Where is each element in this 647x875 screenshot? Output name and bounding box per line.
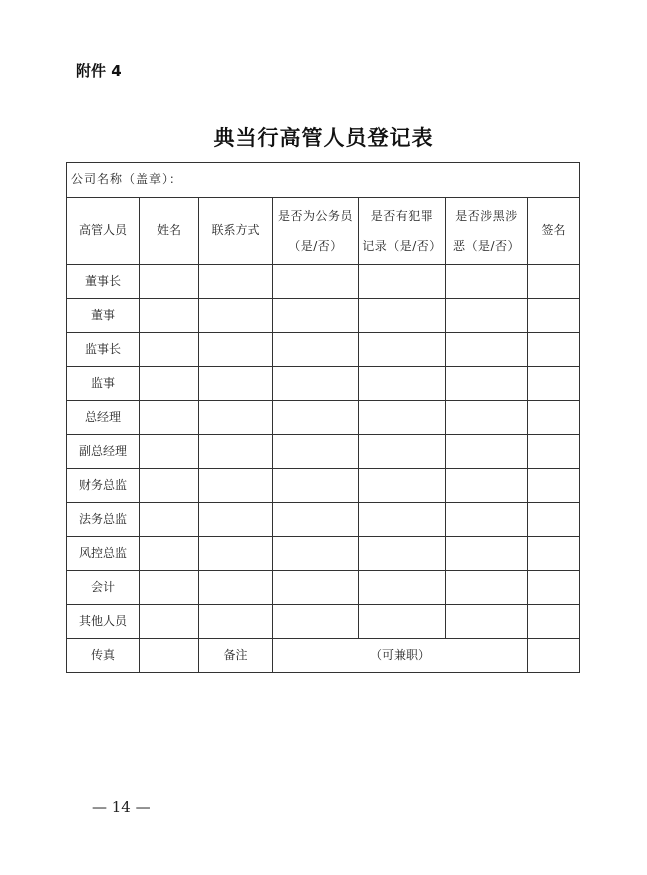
criminal-record-cell[interactable] bbox=[359, 469, 446, 503]
contact-cell[interactable] bbox=[199, 367, 273, 401]
role-label: 财务总监 bbox=[67, 469, 140, 503]
criminal-record-cell[interactable] bbox=[359, 435, 446, 469]
criminal-record-cell[interactable] bbox=[359, 401, 446, 435]
header-gang-line2: 恶（是/否） bbox=[452, 239, 521, 253]
role-label: 会计 bbox=[67, 571, 140, 605]
table-row bbox=[67, 503, 580, 537]
signature-cell[interactable] bbox=[528, 503, 580, 537]
name-cell[interactable] bbox=[140, 401, 199, 435]
civil-servant-cell[interactable] bbox=[273, 605, 359, 639]
gang-related-cell[interactable] bbox=[446, 265, 528, 299]
role-label: 监事长 bbox=[67, 333, 140, 367]
header-name: 姓名 bbox=[140, 198, 199, 265]
criminal-record-cell[interactable] bbox=[359, 265, 446, 299]
name-cell[interactable] bbox=[140, 469, 199, 503]
contact-cell[interactable] bbox=[199, 571, 273, 605]
role-label: 董事长 bbox=[67, 265, 140, 299]
name-cell[interactable] bbox=[140, 571, 199, 605]
civil-servant-cell[interactable] bbox=[273, 571, 359, 605]
table-row bbox=[67, 299, 580, 333]
contact-cell[interactable] bbox=[199, 435, 273, 469]
role-label: 总经理 bbox=[67, 401, 140, 435]
signature-cell[interactable] bbox=[528, 265, 580, 299]
table-row bbox=[67, 469, 580, 503]
gang-related-cell[interactable] bbox=[446, 333, 528, 367]
civil-servant-cell[interactable] bbox=[273, 401, 359, 435]
name-cell[interactable] bbox=[140, 503, 199, 537]
contact-cell[interactable] bbox=[199, 605, 273, 639]
criminal-record-cell[interactable] bbox=[359, 503, 446, 537]
gang-related-cell[interactable] bbox=[446, 503, 528, 537]
fax-value-cell[interactable] bbox=[140, 639, 199, 673]
signature-cell[interactable] bbox=[528, 299, 580, 333]
header-gang-related bbox=[446, 198, 528, 265]
contact-cell[interactable] bbox=[199, 503, 273, 537]
signature-cell[interactable] bbox=[528, 469, 580, 503]
role-label: 监事 bbox=[67, 367, 140, 401]
page-number: — 14 — bbox=[92, 798, 151, 816]
gang-related-cell[interactable] bbox=[446, 537, 528, 571]
civil-servant-cell[interactable] bbox=[273, 367, 359, 401]
header-contact: 联系方式 bbox=[199, 198, 273, 265]
name-cell[interactable] bbox=[140, 367, 199, 401]
gang-related-cell[interactable] bbox=[446, 367, 528, 401]
role-label: 风控总监 bbox=[67, 537, 140, 571]
header-civil-servant-line2: （是/否） bbox=[288, 239, 343, 253]
gang-related-cell[interactable] bbox=[446, 571, 528, 605]
header-role: 高管人员 bbox=[67, 198, 140, 265]
role-label: 法务总监 bbox=[67, 503, 140, 537]
table-row bbox=[67, 605, 580, 639]
criminal-record-cell[interactable] bbox=[359, 571, 446, 605]
gang-related-cell[interactable] bbox=[446, 605, 528, 639]
role-label: 其他人员 bbox=[67, 605, 140, 639]
footer-empty-cell[interactable] bbox=[528, 639, 580, 673]
contact-cell[interactable] bbox=[199, 333, 273, 367]
contact-cell[interactable] bbox=[199, 401, 273, 435]
table-row bbox=[67, 435, 580, 469]
civil-servant-cell[interactable] bbox=[273, 333, 359, 367]
company-row bbox=[67, 163, 580, 198]
signature-cell[interactable] bbox=[528, 401, 580, 435]
page-title: 典当行高管人员登记表 bbox=[213, 125, 434, 150]
fax-label: 传真 bbox=[67, 639, 140, 673]
contact-cell[interactable] bbox=[199, 469, 273, 503]
civil-servant-cell[interactable] bbox=[273, 299, 359, 333]
table-row bbox=[67, 367, 580, 401]
criminal-record-cell[interactable] bbox=[359, 333, 446, 367]
header-criminal-line1: 是否有犯罪 bbox=[370, 209, 434, 223]
signature-cell[interactable] bbox=[528, 537, 580, 571]
civil-servant-cell[interactable] bbox=[273, 537, 359, 571]
gang-related-cell[interactable] bbox=[446, 435, 528, 469]
contact-cell[interactable] bbox=[199, 299, 273, 333]
civil-servant-cell[interactable] bbox=[273, 503, 359, 537]
gang-related-cell[interactable] bbox=[446, 401, 528, 435]
civil-servant-cell[interactable] bbox=[273, 265, 359, 299]
table-row bbox=[67, 401, 580, 435]
name-cell[interactable] bbox=[140, 435, 199, 469]
registration-table bbox=[66, 162, 580, 673]
contact-cell[interactable] bbox=[199, 265, 273, 299]
criminal-record-cell[interactable] bbox=[359, 537, 446, 571]
remarks-note[interactable]: （可兼职） bbox=[273, 639, 528, 673]
table-row bbox=[67, 265, 580, 299]
header-civil-servant-line1: 是否为公务员 bbox=[277, 209, 353, 223]
table-row bbox=[67, 571, 580, 605]
header-row bbox=[67, 198, 580, 265]
gang-related-cell[interactable] bbox=[446, 469, 528, 503]
role-label: 董事 bbox=[67, 299, 140, 333]
civil-servant-cell[interactable] bbox=[273, 469, 359, 503]
name-cell[interactable] bbox=[140, 299, 199, 333]
gang-related-cell[interactable] bbox=[446, 299, 528, 333]
name-cell[interactable] bbox=[140, 605, 199, 639]
header-civil-servant bbox=[273, 198, 359, 265]
contact-cell[interactable] bbox=[199, 537, 273, 571]
signature-cell[interactable] bbox=[528, 367, 580, 401]
role-label: 副总经理 bbox=[67, 435, 140, 469]
table-row bbox=[67, 537, 580, 571]
criminal-record-cell[interactable] bbox=[359, 605, 446, 639]
signature-cell[interactable] bbox=[528, 333, 580, 367]
footer-row bbox=[67, 639, 580, 673]
table-row bbox=[67, 333, 580, 367]
remarks-label: 备注 bbox=[199, 639, 273, 673]
attachment-label: 附件 4 bbox=[76, 62, 122, 80]
signature-cell[interactable] bbox=[528, 435, 580, 469]
civil-servant-cell[interactable] bbox=[273, 435, 359, 469]
signature-cell[interactable] bbox=[528, 571, 580, 605]
signature-cell[interactable] bbox=[528, 605, 580, 639]
name-cell[interactable] bbox=[140, 265, 199, 299]
name-cell[interactable] bbox=[140, 537, 199, 571]
name-cell[interactable] bbox=[140, 333, 199, 367]
header-criminal-record bbox=[359, 198, 446, 265]
header-criminal-line2: 记录（是/否） bbox=[362, 239, 442, 253]
header-signature: 签名 bbox=[528, 198, 580, 265]
criminal-record-cell[interactable] bbox=[359, 299, 446, 333]
header-gang-line1: 是否涉黑涉 bbox=[455, 209, 518, 223]
company-name-cell[interactable]: 公司名称（盖章）： bbox=[67, 163, 580, 198]
criminal-record-cell[interactable] bbox=[359, 367, 446, 401]
